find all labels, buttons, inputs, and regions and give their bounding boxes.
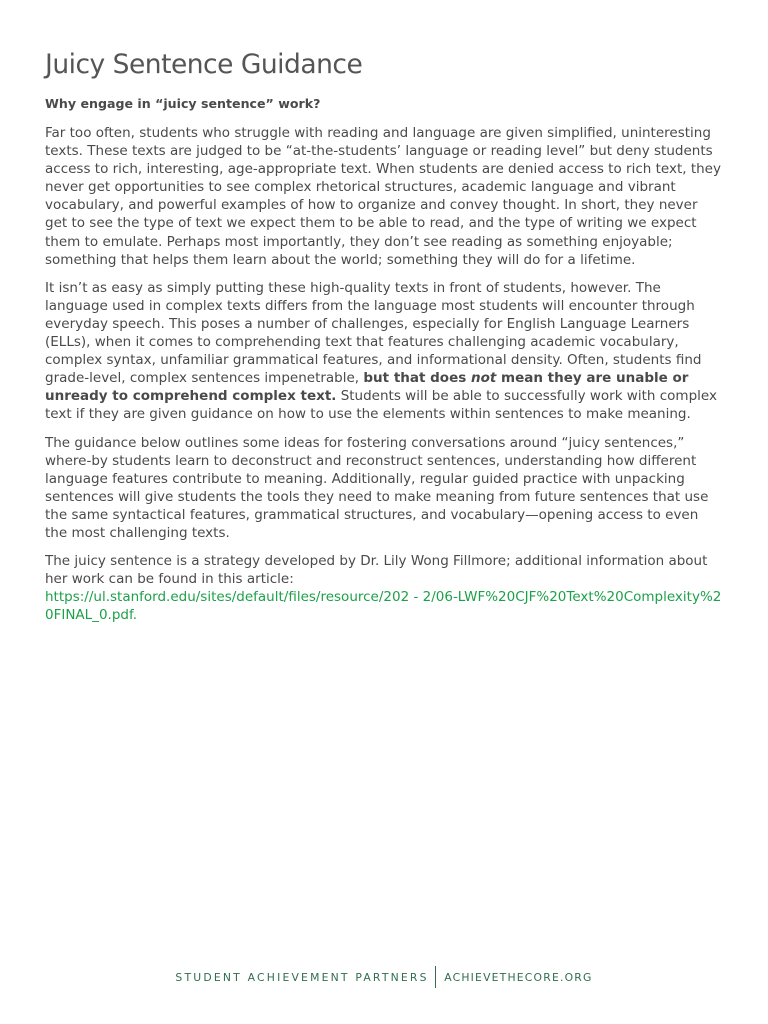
footer bbox=[0, 966, 768, 988]
footer-org-name: STUDENT ACHIEVEMENT PARTNERS bbox=[175, 970, 429, 984]
paragraph-2-bold-a: but that does bbox=[363, 370, 471, 387]
paragraph-2-text-b: Students will be able to successfully work with complex text if they are given guidance on how to use the elements within sentences to make meaning. bbox=[45, 388, 717, 423]
section-subhead: Why engage in “juicy sentence” work? bbox=[45, 96, 321, 111]
paragraph-4 bbox=[45, 552, 723, 624]
paragraph-2-text-a: It isn’t as easy as simply putting these high-quality texts in front of students, however. The language used in complex texts differs from the language most students will encounter through everyday speech. This poses a number of challenges, especially for English Language Learners (ELLs), when it comes to comprehending text that features challenging academic vocabulary, complex syntax, unfamiliar grammatical features, and informational density. Often, students find grade-level, complex sentences impenetrable, bbox=[45, 279, 702, 387]
document-body bbox=[45, 48, 723, 634]
paragraph-4-text: The juicy sentence is a strategy developed by Dr. Lily Wong Fillmore; additional information about her work can be found in this article: bbox=[45, 553, 708, 588]
paragraph-2-italic: not bbox=[470, 370, 497, 387]
paragraph-3: The guidance below outlines some ideas for fostering conversations around “juicy sentences,” where-by students learn to deconstruct and reconstruct sentences, understanding how different language features contribute to meaning. Additionally, regular guided practice with unpacking sentences will give students the tools they need to make meaning from future sentences that use the same syntactical features, grammatical structures, and vocabulary—opening access to even the most challenging texts. bbox=[45, 434, 709, 541]
paragraph-2-bold-b: mean they are unable or unready to comprehend complex text. bbox=[45, 370, 689, 405]
article-link[interactable]: https://ul.stanford.edu/sites/default/files/resource/202 - 2/06-LWF%20CJF%20Text%20Complexity%20FINAL_0.pdf. bbox=[45, 589, 722, 624]
page-title: Juicy Sentence Guidance bbox=[45, 49, 363, 80]
paragraph-2 bbox=[45, 279, 723, 424]
footer-website[interactable]: ACHIEVETHECORE.ORG bbox=[444, 970, 593, 984]
paragraph-1: Far too often, students who struggle with reading and language are given simplified, uninteresting texts. These texts are judged to be “at-the-students’ language or reading level” but deny students access to rich, interesting, age-appropriate text. When students are denied access to rich text, they never get opportunities to see complex rhetorical structures, academic language and vibrant vocabulary, and powerful examples of how to organize and convey thought. In short, they never get to see the type of text we expect them to be able to read, and the type of writing we expect them to emulate. Perhaps most importantly, they don’t see reading as something enjoyable; something that helps them learn about the world; something they will do for a lifetime. bbox=[45, 125, 721, 268]
footer-divider bbox=[435, 966, 437, 988]
